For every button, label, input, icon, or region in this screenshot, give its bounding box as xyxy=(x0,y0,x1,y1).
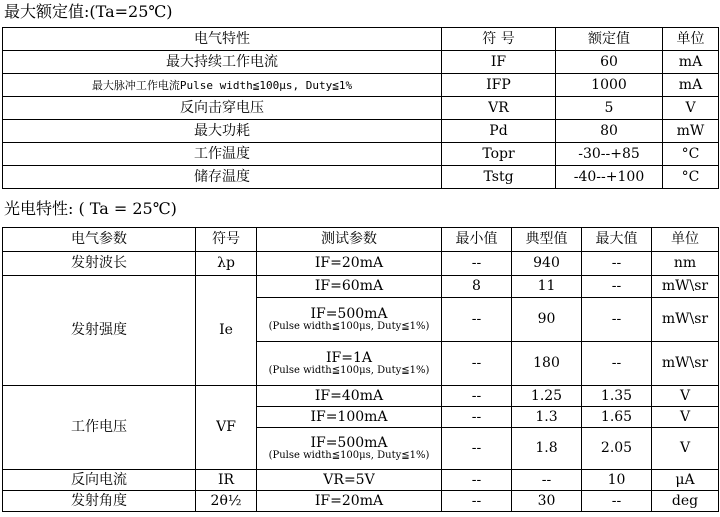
table-row xyxy=(3,74,719,97)
min-cell: -- xyxy=(442,470,512,491)
condition-text: IF=500mA xyxy=(310,434,388,451)
table-row xyxy=(3,386,719,407)
typ-cell: 940 xyxy=(512,252,582,276)
param-cell: 反向击穿电压 xyxy=(3,97,442,120)
unit-cell: mW\sr xyxy=(652,276,719,298)
table-row xyxy=(3,491,719,512)
param-cell: 发射波长 xyxy=(3,252,196,276)
header-cell: 单位 xyxy=(652,228,719,252)
value-cell: 5 xyxy=(556,97,663,120)
table-row xyxy=(3,120,719,143)
symbol-cell: IR xyxy=(196,470,257,491)
typ-cell: 1.8 xyxy=(512,428,582,470)
param-cell: 最大功耗 xyxy=(3,120,442,143)
pulse-note: (Pulse width≦100μs, Duty≦1%) xyxy=(268,320,430,332)
symbol-cell: Ie xyxy=(196,276,257,386)
abs-max-title: 最大额定值:(Ta=25℃) xyxy=(4,2,173,21)
min-cell: -- xyxy=(442,252,512,276)
min-cell: -- xyxy=(442,491,512,512)
typ-cell: 1.3 xyxy=(512,407,582,428)
opto-table xyxy=(2,227,719,512)
typ-cell: 11 xyxy=(512,276,582,298)
param-cell: 最大脉冲工作电流Pulse width≦100μs, Duty≦1% xyxy=(3,74,442,97)
min-cell: -- xyxy=(442,386,512,407)
value-cell: 1000 xyxy=(556,74,663,97)
unit-cell: V xyxy=(652,386,719,407)
symbol-cell: Topr xyxy=(442,143,556,166)
condition-cell: IF=40mA xyxy=(257,386,442,407)
condition-cell: VR=5V xyxy=(257,470,442,491)
min-cell: -- xyxy=(442,298,512,342)
symbol-cell: IF xyxy=(442,51,556,74)
symbol-cell: 2θ½ xyxy=(196,491,257,512)
unit-cell: nm xyxy=(652,252,719,276)
symbol-cell: IFP xyxy=(442,74,556,97)
symbol-cell: Tstg xyxy=(442,166,556,189)
value-cell: -40--+100 xyxy=(556,166,663,189)
condition-text: IF=500mA xyxy=(310,305,388,322)
symbol-cell: λp xyxy=(196,252,257,276)
unit-cell: mW xyxy=(663,120,719,143)
max-cell: 10 xyxy=(582,470,652,491)
unit-cell: V xyxy=(663,97,719,120)
condition-cell xyxy=(257,298,442,342)
table-row xyxy=(3,252,719,276)
symbol-cell: Pd xyxy=(442,120,556,143)
condition-text: IF=1A xyxy=(326,349,372,366)
param-cell: 发射强度 xyxy=(3,276,196,386)
header-cell: 测试参数 xyxy=(257,228,442,252)
typ-cell: 1.25 xyxy=(512,386,582,407)
header-cell: 最大值 xyxy=(582,228,652,252)
condition-cell xyxy=(257,428,442,470)
value-cell: -30--+85 xyxy=(556,143,663,166)
header-cell: 电气特性 xyxy=(3,28,442,51)
min-cell: 8 xyxy=(442,276,512,298)
param-cell: 工作电压 xyxy=(3,386,196,470)
header-cell: 最小值 xyxy=(442,228,512,252)
unit-cell: mA xyxy=(663,51,719,74)
min-cell: -- xyxy=(442,342,512,386)
unit-cell: mA xyxy=(663,74,719,97)
param-cell: 发射角度 xyxy=(3,491,196,512)
min-cell: -- xyxy=(442,407,512,428)
max-cell: -- xyxy=(582,298,652,342)
max-cell: 2.05 xyxy=(582,428,652,470)
condition-cell xyxy=(257,342,442,386)
header-cell: 额定值 xyxy=(556,28,663,51)
table-row xyxy=(3,143,719,166)
table-header-row xyxy=(3,228,719,252)
typ-cell: -- xyxy=(512,470,582,491)
symbol-cell: VR xyxy=(442,97,556,120)
max-cell: -- xyxy=(582,491,652,512)
unit-cell: μA xyxy=(652,470,719,491)
condition-cell: IF=20mA xyxy=(257,252,442,276)
table-row xyxy=(3,97,719,120)
unit-cell: mW\sr xyxy=(652,298,719,342)
condition-cell: IF=20mA xyxy=(257,491,442,512)
unit-cell: °C xyxy=(663,166,719,189)
header-cell: 电气参数 xyxy=(3,228,196,252)
typ-cell: 90 xyxy=(512,298,582,342)
max-cell: 1.35 xyxy=(582,386,652,407)
unit-cell: °C xyxy=(663,143,719,166)
header-cell: 典型值 xyxy=(512,228,582,252)
header-cell: 单位 xyxy=(663,28,719,51)
table-row xyxy=(3,470,719,491)
condition-cell: IF=60mA xyxy=(257,276,442,298)
unit-cell: V xyxy=(652,428,719,470)
opto-title: 光电特性: ( Ta = 25℃) xyxy=(4,199,177,218)
value-cell: 80 xyxy=(556,120,663,143)
param-cell: 工作温度 xyxy=(3,143,442,166)
table-row xyxy=(3,51,719,74)
min-cell: -- xyxy=(442,428,512,470)
table-row xyxy=(3,276,719,298)
param-cell: 最大持续工作电流 xyxy=(3,51,442,74)
param-cell: 反向电流 xyxy=(3,470,196,491)
param-cell: 储存温度 xyxy=(3,166,442,189)
max-cell: -- xyxy=(582,342,652,386)
max-cell: -- xyxy=(582,252,652,276)
table-row xyxy=(3,166,719,189)
condition-cell: IF=100mA xyxy=(257,407,442,428)
unit-cell: deg xyxy=(652,491,719,512)
abs-max-table xyxy=(2,27,719,189)
unit-cell: V xyxy=(652,407,719,428)
pulse-note: (Pulse width≦100μs, Duty≦1%) xyxy=(268,449,430,461)
table-header-row xyxy=(3,28,719,51)
unit-cell: mW\sr xyxy=(652,342,719,386)
typ-cell: 180 xyxy=(512,342,582,386)
header-cell: 符号 xyxy=(196,228,257,252)
symbol-cell: VF xyxy=(196,386,257,470)
max-cell: -- xyxy=(582,276,652,298)
max-cell: 1.65 xyxy=(582,407,652,428)
value-cell: 60 xyxy=(556,51,663,74)
header-cell: 符 号 xyxy=(442,28,556,51)
typ-cell: 30 xyxy=(512,491,582,512)
pulse-note: (Pulse width≦100μs, Duty≦1%) xyxy=(268,364,430,376)
